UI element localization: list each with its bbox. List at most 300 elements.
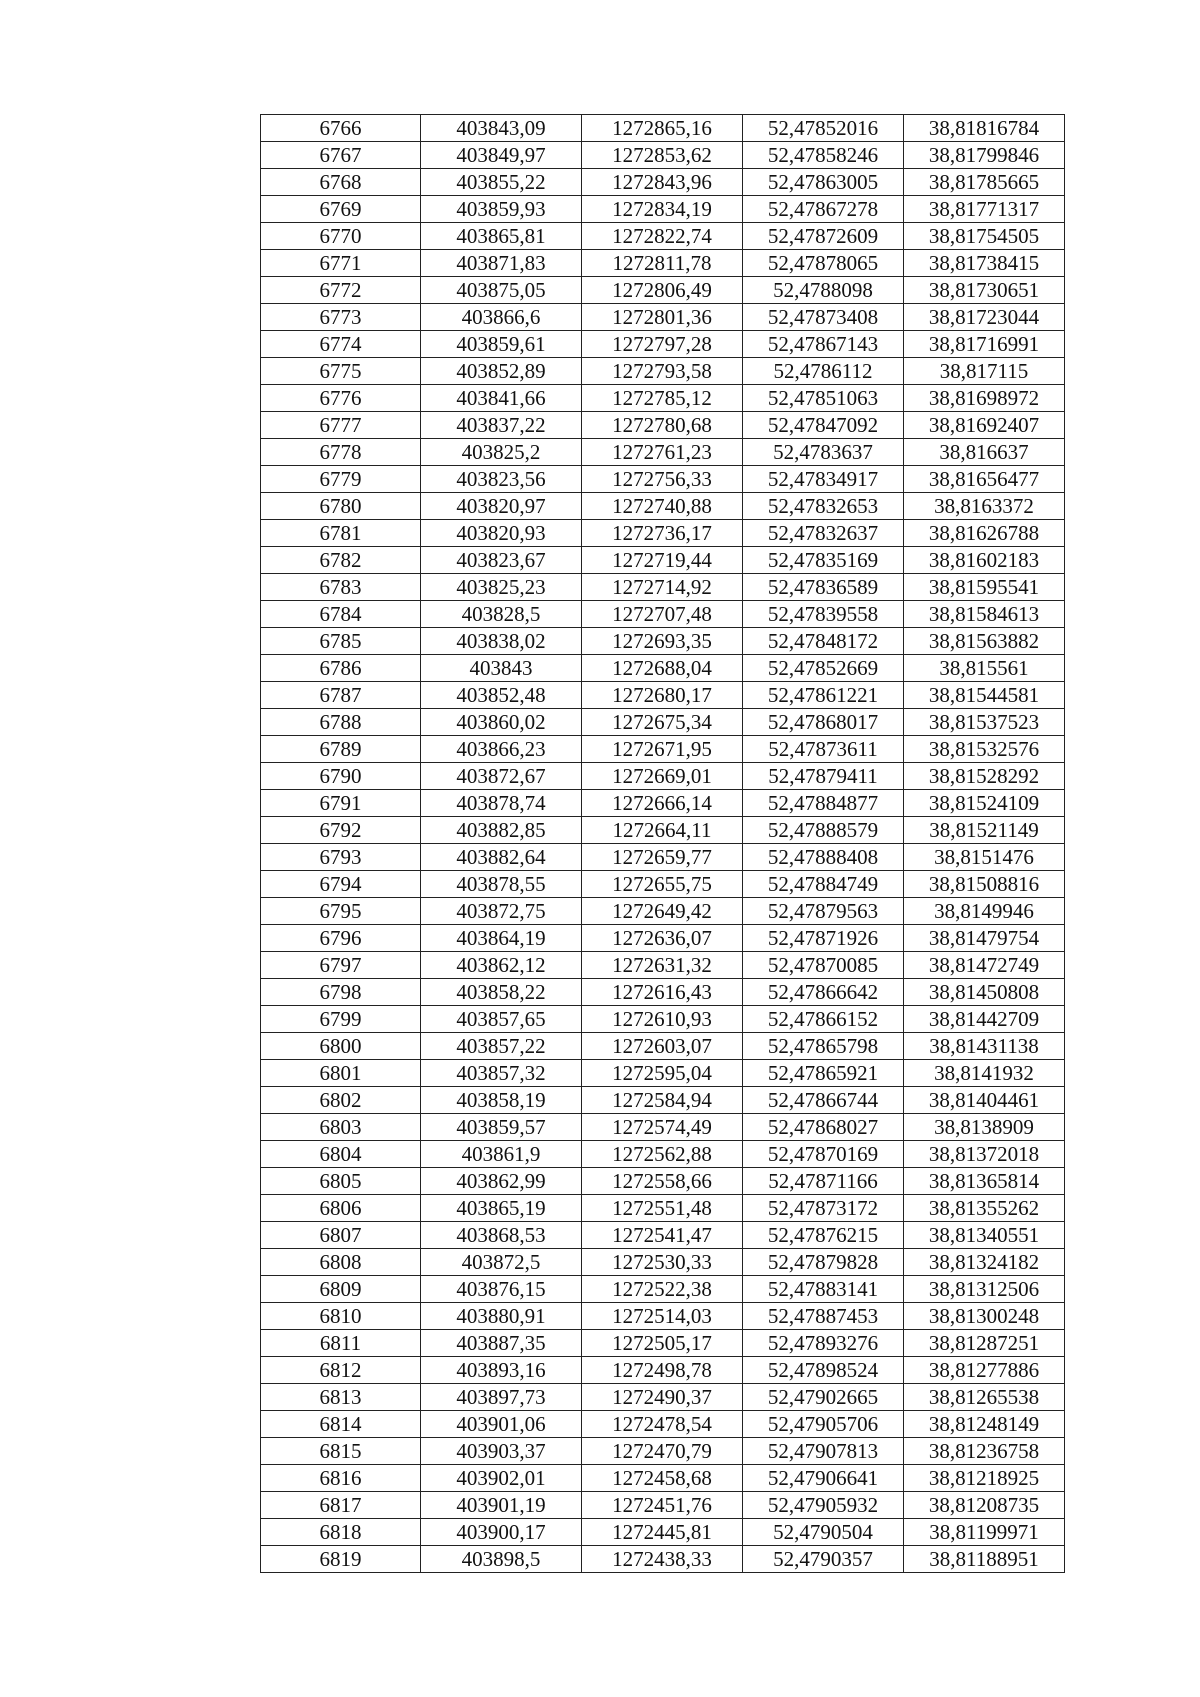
table-row: [261, 709, 1065, 736]
longitude-cell: 38,81532576: [904, 736, 1065, 763]
table-row: [261, 493, 1065, 520]
longitude-cell: 38,81508816: [904, 871, 1065, 898]
x-coordinate-cell: 403864,19: [421, 925, 582, 952]
point-number-cell: 6814: [261, 1411, 421, 1438]
x-coordinate-cell: 403820,93: [421, 520, 582, 547]
latitude-cell: 52,47868027: [743, 1114, 904, 1141]
longitude-cell: 38,81754505: [904, 223, 1065, 250]
longitude-cell: 38,81595541: [904, 574, 1065, 601]
point-number-cell: 6790: [261, 763, 421, 790]
longitude-cell: 38,81265538: [904, 1384, 1065, 1411]
longitude-cell: 38,81208735: [904, 1492, 1065, 1519]
y-coordinate-cell: 1272541,47: [582, 1222, 743, 1249]
point-number-cell: 6777: [261, 412, 421, 439]
table-row: [261, 790, 1065, 817]
latitude-cell: 52,4788098: [743, 277, 904, 304]
table-row: [261, 1384, 1065, 1411]
x-coordinate-cell: 403825,23: [421, 574, 582, 601]
x-coordinate-cell: 403857,65: [421, 1006, 582, 1033]
y-coordinate-cell: 1272574,49: [582, 1114, 743, 1141]
longitude-cell: 38,81355262: [904, 1195, 1065, 1222]
point-number-cell: 6770: [261, 223, 421, 250]
x-coordinate-cell: 403865,81: [421, 223, 582, 250]
point-number-cell: 6815: [261, 1438, 421, 1465]
point-number-cell: 6811: [261, 1330, 421, 1357]
point-number-cell: 6801: [261, 1060, 421, 1087]
longitude-cell: 38,81340551: [904, 1222, 1065, 1249]
latitude-cell: 52,47866744: [743, 1087, 904, 1114]
x-coordinate-cell: 403875,05: [421, 277, 582, 304]
longitude-cell: 38,81365814: [904, 1168, 1065, 1195]
y-coordinate-cell: 1272636,07: [582, 925, 743, 952]
longitude-cell: 38,81602183: [904, 547, 1065, 574]
table-row: [261, 277, 1065, 304]
table-row: [261, 1303, 1065, 1330]
y-coordinate-cell: 1272470,79: [582, 1438, 743, 1465]
latitude-cell: 52,47867143: [743, 331, 904, 358]
x-coordinate-cell: 403843: [421, 655, 582, 682]
table-row: [261, 871, 1065, 898]
y-coordinate-cell: 1272514,03: [582, 1303, 743, 1330]
latitude-cell: 52,47905932: [743, 1492, 904, 1519]
y-coordinate-cell: 1272478,54: [582, 1411, 743, 1438]
table-row: [261, 547, 1065, 574]
longitude-cell: 38,81716991: [904, 331, 1065, 358]
latitude-cell: 52,47873172: [743, 1195, 904, 1222]
point-number-cell: 6779: [261, 466, 421, 493]
longitude-cell: 38,81324182: [904, 1249, 1065, 1276]
x-coordinate-cell: 403843,09: [421, 115, 582, 142]
latitude-cell: 52,47873611: [743, 736, 904, 763]
point-number-cell: 6817: [261, 1492, 421, 1519]
table-row: [261, 898, 1065, 925]
point-number-cell: 6776: [261, 385, 421, 412]
y-coordinate-cell: 1272806,49: [582, 277, 743, 304]
x-coordinate-cell: 403880,91: [421, 1303, 582, 1330]
table-row: [261, 1492, 1065, 1519]
table-row: [261, 304, 1065, 331]
y-coordinate-cell: 1272761,23: [582, 439, 743, 466]
table-row: [261, 466, 1065, 493]
point-number-cell: 6768: [261, 169, 421, 196]
x-coordinate-cell: 403823,67: [421, 547, 582, 574]
point-number-cell: 6795: [261, 898, 421, 925]
latitude-cell: 52,47898524: [743, 1357, 904, 1384]
table-row: [261, 736, 1065, 763]
table-row: [261, 1033, 1065, 1060]
latitude-cell: 52,47879563: [743, 898, 904, 925]
latitude-cell: 52,47866642: [743, 979, 904, 1006]
table-row: [261, 1411, 1065, 1438]
table-row: [261, 1519, 1065, 1546]
longitude-cell: 38,81287251: [904, 1330, 1065, 1357]
y-coordinate-cell: 1272649,42: [582, 898, 743, 925]
longitude-cell: 38,8141932: [904, 1060, 1065, 1087]
x-coordinate-cell: 403855,22: [421, 169, 582, 196]
point-number-cell: 6766: [261, 115, 421, 142]
x-coordinate-cell: 403882,85: [421, 817, 582, 844]
point-number-cell: 6809: [261, 1276, 421, 1303]
x-coordinate-cell: 403872,67: [421, 763, 582, 790]
x-coordinate-cell: 403852,48: [421, 682, 582, 709]
x-coordinate-cell: 403859,61: [421, 331, 582, 358]
latitude-cell: 52,47832637: [743, 520, 904, 547]
table-row: [261, 655, 1065, 682]
longitude-cell: 38,81442709: [904, 1006, 1065, 1033]
longitude-cell: 38,817115: [904, 358, 1065, 385]
longitude-cell: 38,8149946: [904, 898, 1065, 925]
point-number-cell: 6780: [261, 493, 421, 520]
table-row: [261, 169, 1065, 196]
latitude-cell: 52,47870169: [743, 1141, 904, 1168]
latitude-cell: 52,47884749: [743, 871, 904, 898]
x-coordinate-cell: 403871,83: [421, 250, 582, 277]
y-coordinate-cell: 1272438,33: [582, 1546, 743, 1573]
y-coordinate-cell: 1272675,34: [582, 709, 743, 736]
latitude-cell: 52,47832653: [743, 493, 904, 520]
table-row: [261, 601, 1065, 628]
y-coordinate-cell: 1272671,95: [582, 736, 743, 763]
latitude-cell: 52,47876215: [743, 1222, 904, 1249]
x-coordinate-cell: 403872,75: [421, 898, 582, 925]
x-coordinate-cell: 403823,56: [421, 466, 582, 493]
x-coordinate-cell: 403859,93: [421, 196, 582, 223]
longitude-cell: 38,81248149: [904, 1411, 1065, 1438]
longitude-cell: 38,81698972: [904, 385, 1065, 412]
y-coordinate-cell: 1272522,38: [582, 1276, 743, 1303]
y-coordinate-cell: 1272853,62: [582, 142, 743, 169]
y-coordinate-cell: 1272780,68: [582, 412, 743, 439]
point-number-cell: 6791: [261, 790, 421, 817]
longitude-cell: 38,81472749: [904, 952, 1065, 979]
point-number-cell: 6813: [261, 1384, 421, 1411]
y-coordinate-cell: 1272551,48: [582, 1195, 743, 1222]
x-coordinate-cell: 403901,06: [421, 1411, 582, 1438]
table-row: [261, 196, 1065, 223]
x-coordinate-cell: 403887,35: [421, 1330, 582, 1357]
longitude-cell: 38,81450808: [904, 979, 1065, 1006]
table-row: [261, 763, 1065, 790]
y-coordinate-cell: 1272740,88: [582, 493, 743, 520]
latitude-cell: 52,47865798: [743, 1033, 904, 1060]
longitude-cell: 38,81584613: [904, 601, 1065, 628]
point-number-cell: 6797: [261, 952, 421, 979]
x-coordinate-cell: 403857,32: [421, 1060, 582, 1087]
point-number-cell: 6775: [261, 358, 421, 385]
point-number-cell: 6808: [261, 1249, 421, 1276]
longitude-cell: 38,81816784: [904, 115, 1065, 142]
point-number-cell: 6786: [261, 655, 421, 682]
table-row: [261, 1006, 1065, 1033]
latitude-cell: 52,47871926: [743, 925, 904, 952]
y-coordinate-cell: 1272822,74: [582, 223, 743, 250]
y-coordinate-cell: 1272736,17: [582, 520, 743, 547]
latitude-cell: 52,47883141: [743, 1276, 904, 1303]
table-row: [261, 1222, 1065, 1249]
x-coordinate-cell: 403866,6: [421, 304, 582, 331]
table-row: [261, 412, 1065, 439]
coordinates-table-body: [261, 115, 1065, 1573]
longitude-cell: 38,81692407: [904, 412, 1065, 439]
coordinates-table: [260, 114, 1065, 1573]
point-number-cell: 6783: [261, 574, 421, 601]
latitude-cell: 52,47878065: [743, 250, 904, 277]
point-number-cell: 6803: [261, 1114, 421, 1141]
x-coordinate-cell: 403825,2: [421, 439, 582, 466]
table-row: [261, 682, 1065, 709]
point-number-cell: 6800: [261, 1033, 421, 1060]
x-coordinate-cell: 403838,02: [421, 628, 582, 655]
y-coordinate-cell: 1272505,17: [582, 1330, 743, 1357]
longitude-cell: 38,816637: [904, 439, 1065, 466]
longitude-cell: 38,81431138: [904, 1033, 1065, 1060]
point-number-cell: 6816: [261, 1465, 421, 1492]
longitude-cell: 38,815561: [904, 655, 1065, 682]
table-row: [261, 1465, 1065, 1492]
latitude-cell: 52,47893276: [743, 1330, 904, 1357]
point-number-cell: 6781: [261, 520, 421, 547]
latitude-cell: 52,47873408: [743, 304, 904, 331]
longitude-cell: 38,81626788: [904, 520, 1065, 547]
longitude-cell: 38,81723044: [904, 304, 1065, 331]
y-coordinate-cell: 1272445,81: [582, 1519, 743, 1546]
table-row: [261, 1114, 1065, 1141]
x-coordinate-cell: 403897,73: [421, 1384, 582, 1411]
longitude-cell: 38,81372018: [904, 1141, 1065, 1168]
latitude-cell: 52,47884877: [743, 790, 904, 817]
y-coordinate-cell: 1272562,88: [582, 1141, 743, 1168]
point-number-cell: 6799: [261, 1006, 421, 1033]
latitude-cell: 52,47870085: [743, 952, 904, 979]
x-coordinate-cell: 403862,12: [421, 952, 582, 979]
longitude-cell: 38,81479754: [904, 925, 1065, 952]
y-coordinate-cell: 1272714,92: [582, 574, 743, 601]
x-coordinate-cell: 403858,19: [421, 1087, 582, 1114]
point-number-cell: 6767: [261, 142, 421, 169]
point-number-cell: 6802: [261, 1087, 421, 1114]
longitude-cell: 38,8151476: [904, 844, 1065, 871]
table-row: [261, 628, 1065, 655]
y-coordinate-cell: 1272451,76: [582, 1492, 743, 1519]
point-number-cell: 6796: [261, 925, 421, 952]
x-coordinate-cell: 403900,17: [421, 1519, 582, 1546]
y-coordinate-cell: 1272834,19: [582, 196, 743, 223]
longitude-cell: 38,81300248: [904, 1303, 1065, 1330]
table-row: [261, 520, 1065, 547]
latitude-cell: 52,47866152: [743, 1006, 904, 1033]
latitude-cell: 52,4783637: [743, 439, 904, 466]
table-row: [261, 1087, 1065, 1114]
y-coordinate-cell: 1272616,43: [582, 979, 743, 1006]
y-coordinate-cell: 1272458,68: [582, 1465, 743, 1492]
x-coordinate-cell: 403865,19: [421, 1195, 582, 1222]
point-number-cell: 6810: [261, 1303, 421, 1330]
table-row: [261, 439, 1065, 466]
table-row: [261, 1438, 1065, 1465]
point-number-cell: 6812: [261, 1357, 421, 1384]
y-coordinate-cell: 1272793,58: [582, 358, 743, 385]
point-number-cell: 6792: [261, 817, 421, 844]
table-row: [261, 385, 1065, 412]
x-coordinate-cell: 403857,22: [421, 1033, 582, 1060]
latitude-cell: 52,4790504: [743, 1519, 904, 1546]
latitude-cell: 52,47879411: [743, 763, 904, 790]
longitude-cell: 38,81537523: [904, 709, 1065, 736]
x-coordinate-cell: 403898,5: [421, 1546, 582, 1573]
point-number-cell: 6794: [261, 871, 421, 898]
latitude-cell: 52,47879828: [743, 1249, 904, 1276]
table-row: [261, 574, 1065, 601]
longitude-cell: 38,81199971: [904, 1519, 1065, 1546]
x-coordinate-cell: 403828,5: [421, 601, 582, 628]
y-coordinate-cell: 1272666,14: [582, 790, 743, 817]
x-coordinate-cell: 403876,15: [421, 1276, 582, 1303]
point-number-cell: 6807: [261, 1222, 421, 1249]
table-row: [261, 1195, 1065, 1222]
latitude-cell: 52,47872609: [743, 223, 904, 250]
longitude-cell: 38,81521149: [904, 817, 1065, 844]
longitude-cell: 38,81785665: [904, 169, 1065, 196]
x-coordinate-cell: 403862,99: [421, 1168, 582, 1195]
point-number-cell: 6782: [261, 547, 421, 574]
table-row: [261, 331, 1065, 358]
y-coordinate-cell: 1272843,96: [582, 169, 743, 196]
x-coordinate-cell: 403902,01: [421, 1465, 582, 1492]
point-number-cell: 6806: [261, 1195, 421, 1222]
latitude-cell: 52,47861221: [743, 682, 904, 709]
longitude-cell: 38,81312506: [904, 1276, 1065, 1303]
latitude-cell: 52,47852016: [743, 115, 904, 142]
x-coordinate-cell: 403866,23: [421, 736, 582, 763]
point-number-cell: 6798: [261, 979, 421, 1006]
y-coordinate-cell: 1272811,78: [582, 250, 743, 277]
y-coordinate-cell: 1272865,16: [582, 115, 743, 142]
latitude-cell: 52,47851063: [743, 385, 904, 412]
table-row: [261, 844, 1065, 871]
table-row: [261, 925, 1065, 952]
y-coordinate-cell: 1272664,11: [582, 817, 743, 844]
x-coordinate-cell: 403841,66: [421, 385, 582, 412]
point-number-cell: 6793: [261, 844, 421, 871]
y-coordinate-cell: 1272530,33: [582, 1249, 743, 1276]
latitude-cell: 52,47907813: [743, 1438, 904, 1465]
latitude-cell: 52,47839558: [743, 601, 904, 628]
point-number-cell: 6818: [261, 1519, 421, 1546]
latitude-cell: 52,47865921: [743, 1060, 904, 1087]
longitude-cell: 38,81188951: [904, 1546, 1065, 1573]
y-coordinate-cell: 1272498,78: [582, 1357, 743, 1384]
table-row: [261, 358, 1065, 385]
x-coordinate-cell: 403859,57: [421, 1114, 582, 1141]
longitude-cell: 38,81544581: [904, 682, 1065, 709]
longitude-cell: 38,81236758: [904, 1438, 1065, 1465]
x-coordinate-cell: 403820,97: [421, 493, 582, 520]
table-row: [261, 142, 1065, 169]
y-coordinate-cell: 1272490,37: [582, 1384, 743, 1411]
longitude-cell: 38,81404461: [904, 1087, 1065, 1114]
longitude-cell: 38,8138909: [904, 1114, 1065, 1141]
longitude-cell: 38,81656477: [904, 466, 1065, 493]
y-coordinate-cell: 1272595,04: [582, 1060, 743, 1087]
y-coordinate-cell: 1272655,75: [582, 871, 743, 898]
x-coordinate-cell: 403878,74: [421, 790, 582, 817]
point-number-cell: 6772: [261, 277, 421, 304]
latitude-cell: 52,47834917: [743, 466, 904, 493]
table-row: [261, 979, 1065, 1006]
longitude-cell: 38,81524109: [904, 790, 1065, 817]
latitude-cell: 52,4790357: [743, 1546, 904, 1573]
point-number-cell: 6769: [261, 196, 421, 223]
longitude-cell: 38,81771317: [904, 196, 1065, 223]
latitude-cell: 52,47848172: [743, 628, 904, 655]
point-number-cell: 6789: [261, 736, 421, 763]
y-coordinate-cell: 1272719,44: [582, 547, 743, 574]
y-coordinate-cell: 1272688,04: [582, 655, 743, 682]
point-number-cell: 6774: [261, 331, 421, 358]
longitude-cell: 38,81563882: [904, 628, 1065, 655]
latitude-cell: 52,47868017: [743, 709, 904, 736]
table-row: [261, 115, 1065, 142]
x-coordinate-cell: 403901,19: [421, 1492, 582, 1519]
latitude-cell: 52,47847092: [743, 412, 904, 439]
y-coordinate-cell: 1272756,33: [582, 466, 743, 493]
table-row: [261, 817, 1065, 844]
latitude-cell: 52,47906641: [743, 1465, 904, 1492]
point-number-cell: 6787: [261, 682, 421, 709]
x-coordinate-cell: 403860,02: [421, 709, 582, 736]
longitude-cell: 38,81528292: [904, 763, 1065, 790]
x-coordinate-cell: 403882,64: [421, 844, 582, 871]
x-coordinate-cell: 403903,37: [421, 1438, 582, 1465]
table-row: [261, 1141, 1065, 1168]
y-coordinate-cell: 1272558,66: [582, 1168, 743, 1195]
latitude-cell: 52,47902665: [743, 1384, 904, 1411]
x-coordinate-cell: 403893,16: [421, 1357, 582, 1384]
x-coordinate-cell: 403872,5: [421, 1249, 582, 1276]
longitude-cell: 38,81218925: [904, 1465, 1065, 1492]
x-coordinate-cell: 403858,22: [421, 979, 582, 1006]
point-number-cell: 6804: [261, 1141, 421, 1168]
y-coordinate-cell: 1272584,94: [582, 1087, 743, 1114]
point-number-cell: 6784: [261, 601, 421, 628]
latitude-cell: 52,47905706: [743, 1411, 904, 1438]
longitude-cell: 38,81738415: [904, 250, 1065, 277]
table-row: [261, 1060, 1065, 1087]
y-coordinate-cell: 1272797,28: [582, 331, 743, 358]
table-row: [261, 223, 1065, 250]
latitude-cell: 52,47888579: [743, 817, 904, 844]
x-coordinate-cell: 403878,55: [421, 871, 582, 898]
longitude-cell: 38,8163372: [904, 493, 1065, 520]
x-coordinate-cell: 403861,9: [421, 1141, 582, 1168]
x-coordinate-cell: 403837,22: [421, 412, 582, 439]
latitude-cell: 52,4786112: [743, 358, 904, 385]
y-coordinate-cell: 1272707,48: [582, 601, 743, 628]
y-coordinate-cell: 1272610,93: [582, 1006, 743, 1033]
point-number-cell: 6788: [261, 709, 421, 736]
x-coordinate-cell: 403849,97: [421, 142, 582, 169]
longitude-cell: 38,81730651: [904, 277, 1065, 304]
table-row: [261, 1276, 1065, 1303]
table-row: [261, 952, 1065, 979]
table-row: [261, 1357, 1065, 1384]
table-row: [261, 250, 1065, 277]
x-coordinate-cell: 403868,53: [421, 1222, 582, 1249]
table-row: [261, 1168, 1065, 1195]
y-coordinate-cell: 1272801,36: [582, 304, 743, 331]
x-coordinate-cell: 403852,89: [421, 358, 582, 385]
latitude-cell: 52,47888408: [743, 844, 904, 871]
